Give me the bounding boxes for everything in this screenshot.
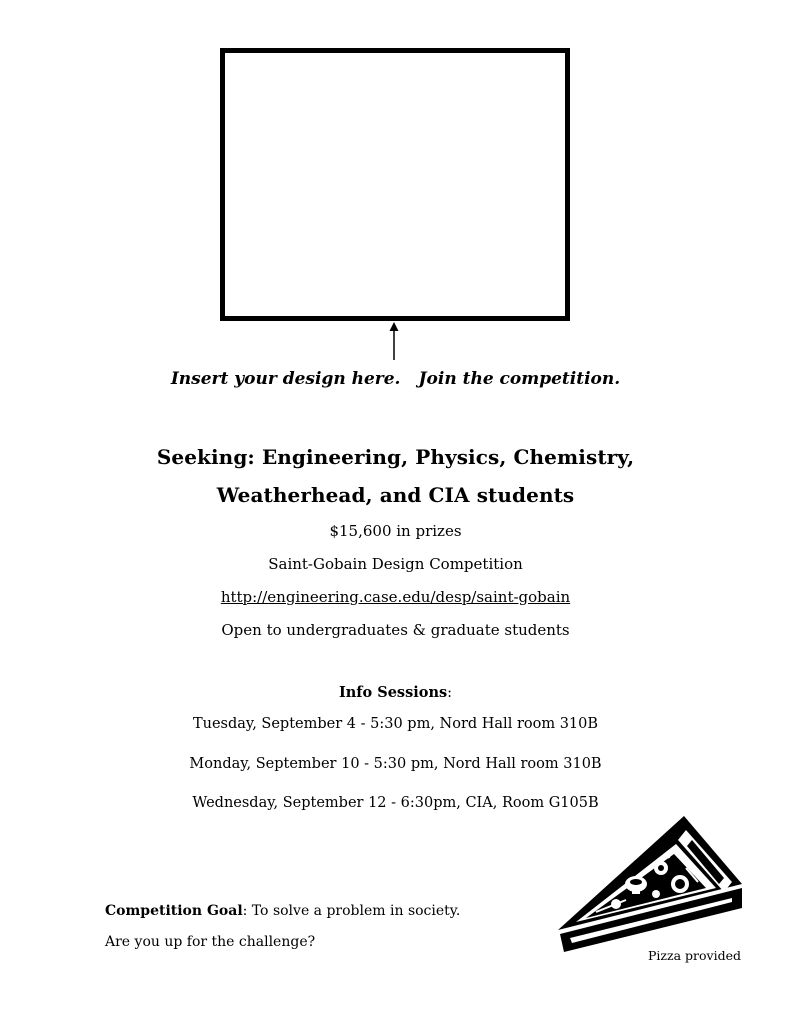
pizza-caption: Pizza provided — [648, 948, 741, 963]
seeking-heading-line1: Seeking: Engineering, Physics, Chemistry, — [156, 445, 635, 469]
info-sessions-colon: : — [447, 685, 453, 701]
competition-link[interactable]: http://engineering.case.edu/desp/saint-gobain — [220, 588, 571, 606]
competition-goal — [105, 903, 460, 919]
competition-goal-label: Competition Goal — [105, 903, 243, 919]
challenge-text: Are you up for the challenge? — [105, 934, 316, 950]
competition-goal-text: : To solve a problem in society. — [242, 903, 461, 919]
competition-name: Saint-Gobain Design Competition — [268, 555, 523, 573]
seeking-heading-line2: Weatherhead, and CIA students — [216, 483, 575, 507]
prizes-text: $15,600 in prizes — [329, 522, 462, 540]
design-placeholder-box — [220, 48, 570, 321]
design-prompt-part1: Insert your design here. — [170, 369, 401, 389]
info-session-item: Tuesday, September 4 - 5:30 pm, Nord Hall room 310B — [192, 716, 599, 732]
info-session-item: Monday, September 10 - 5:30 pm, Nord Hall room 310B — [189, 756, 602, 772]
pizza-slice-icon — [556, 812, 746, 952]
info-session-item: Wednesday, September 12 - 6:30pm, CIA, Room G105B — [192, 795, 599, 811]
eligibility-text: Open to undergraduates & graduate students — [221, 621, 570, 639]
info-sessions-title — [0, 684, 791, 701]
design-prompt-part2: Join the competition. — [418, 369, 621, 389]
design-prompt — [0, 369, 791, 389]
up-arrow-icon — [386, 322, 402, 362]
info-sessions-label: Info Sessions — [338, 684, 448, 701]
